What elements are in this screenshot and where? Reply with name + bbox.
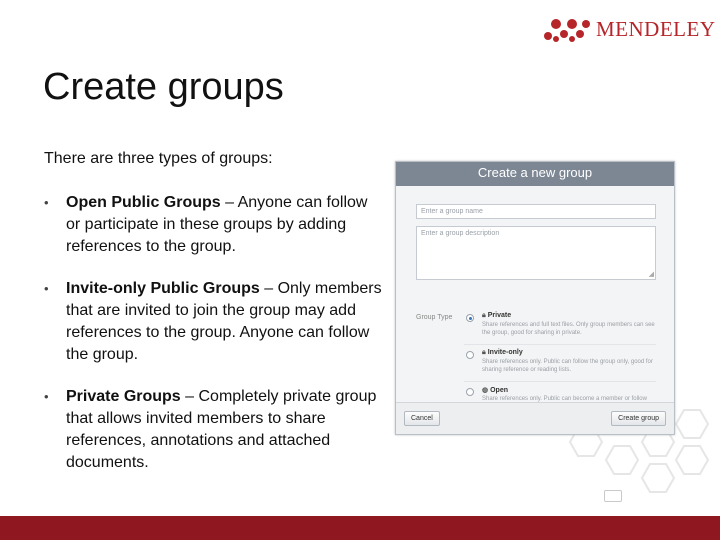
option-invite-only[interactable] <box>464 349 656 382</box>
footer-bar <box>0 516 720 540</box>
bullet-private <box>44 386 384 474</box>
option-invite-only-desc: Share references only. Public can follow the group only, good for sharing reference or reading lists. <box>482 359 653 373</box>
group-types-list <box>44 192 384 494</box>
create-group-button[interactable]: Create group <box>611 411 666 426</box>
option-invite-only-label: Invite-only <box>487 349 523 356</box>
slide-intro: There are three types of groups: <box>44 150 273 167</box>
radio-invite-only[interactable] <box>466 351 474 359</box>
bullet-text: – Completely private group that allows invited members to share references, annotations and attached documents. <box>66 388 377 471</box>
bullet-dot: • <box>44 281 49 296</box>
bullet-invite-only <box>44 278 384 366</box>
slide-title: Create groups <box>43 66 284 108</box>
bullet-dot: • <box>44 389 49 404</box>
slide-number-box <box>604 490 622 502</box>
mendeley-wordmark: MENDELEY <box>596 16 716 41</box>
option-open-title <box>482 386 656 394</box>
bullet-heading: Open Public Groups <box>66 194 221 211</box>
dialog-footer <box>396 402 674 434</box>
option-private-label: Private <box>487 312 512 319</box>
resize-grip-icon[interactable]: ◢ <box>648 271 654 278</box>
mendeley-logo-icon <box>542 14 592 44</box>
lock-icon: 🔒︎ <box>482 349 486 356</box>
mendeley-logo <box>542 14 715 44</box>
radio-open[interactable] <box>466 388 474 396</box>
globe-icon: ◍ <box>482 387 489 394</box>
option-private-title <box>482 312 656 320</box>
dialog-body <box>396 186 674 402</box>
cancel-button[interactable]: Cancel <box>404 411 440 426</box>
bullet-open-public <box>44 192 384 258</box>
bullet-heading: Invite-only Public Groups <box>66 280 260 297</box>
option-invite-only-title <box>482 349 656 357</box>
option-open-desc: Share references only. Public can become a member or follow <box>482 396 647 402</box>
bullet-text: – Anyone can follow or participate in these groups by adding references to the group. <box>66 194 368 255</box>
create-group-dialog <box>395 161 675 435</box>
bullet-heading: Private Groups <box>66 388 181 405</box>
option-private-desc: Share references and full text files. Only group members can see the group, good for sharing in private. <box>482 322 655 336</box>
group-name-input[interactable]: Enter a group name <box>416 204 656 219</box>
option-private[interactable] <box>464 312 656 345</box>
group-description-placeholder: Enter a group description <box>421 230 500 237</box>
bullet-text: – Only members that are invited to join the group may add references to the group. Anyone can follow the group. <box>66 280 382 363</box>
option-open-label: Open <box>490 387 508 394</box>
dialog-title: Create a new group <box>396 162 674 186</box>
radio-private[interactable] <box>466 314 474 322</box>
lock-icon: 🔒︎ <box>482 312 486 319</box>
bullet-dot: • <box>44 195 49 210</box>
group-description-input[interactable] <box>416 226 656 280</box>
group-type-label: Group Type <box>416 314 453 321</box>
